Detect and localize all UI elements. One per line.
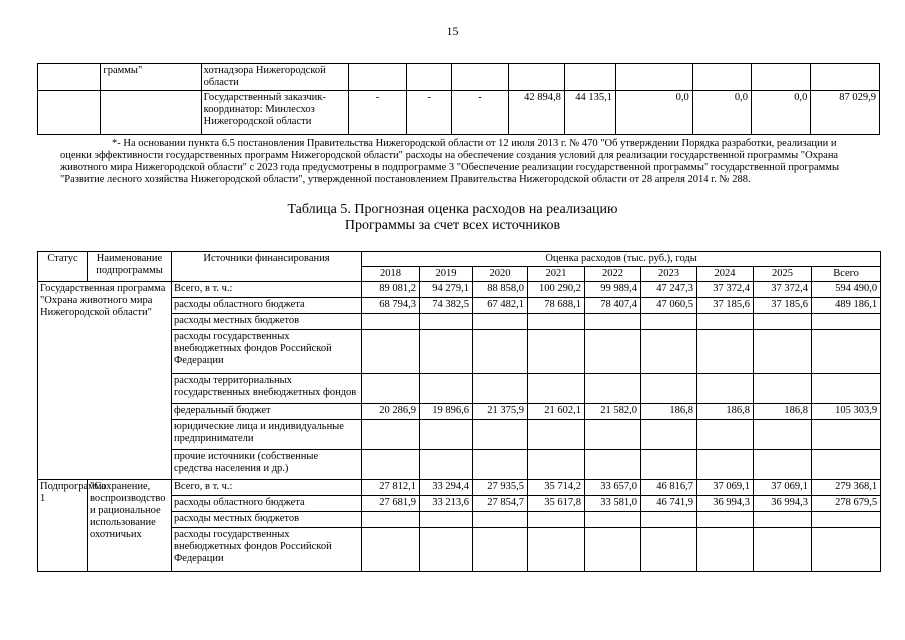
value-cell: [812, 528, 881, 572]
caption-line-2: Программы за счет всех источников: [344, 218, 561, 233]
value-cell: [697, 314, 754, 330]
value-cell: 186,8: [641, 404, 697, 420]
value-cell: 87 029,9: [811, 91, 880, 135]
value-cell: [407, 64, 452, 91]
value-cell: [420, 314, 473, 330]
value-cell: 74 382,5: [420, 298, 473, 314]
source-cell: Всего, в т. ч.:: [172, 480, 362, 496]
value-cell: [692, 64, 751, 91]
header-year: 2020: [473, 267, 528, 282]
value-cell: [585, 512, 641, 528]
source-cell: расходы территориальных государственных внебюджетных фондов: [172, 374, 362, 404]
value-cell: [641, 330, 697, 374]
table-row: [38, 91, 880, 135]
value-cell: 33 581,0: [585, 496, 641, 512]
value-cell: [754, 374, 812, 404]
value-cell: [508, 64, 564, 91]
value-cell: [528, 314, 585, 330]
value-cell: 35 617,8: [528, 496, 585, 512]
value-cell: 88 858,0: [473, 282, 528, 298]
value-cell: 37 372,4: [754, 282, 812, 298]
value-cell: [641, 528, 697, 572]
value-cell: 0,0: [752, 91, 811, 135]
status-cell: Государственная программа "Охрана животного мира Нижегородской области": [38, 282, 172, 480]
value-cell: [585, 528, 641, 572]
value-cell: 33 213,6: [420, 496, 473, 512]
value-cell: 279 368,1: [812, 480, 881, 496]
value-cell: 186,8: [697, 404, 754, 420]
value-cell: [473, 512, 528, 528]
value-cell: [420, 528, 473, 572]
value-cell: [420, 450, 473, 480]
value-cell: 27 935,5: [473, 480, 528, 496]
value-cell: [420, 512, 473, 528]
value-cell: 35 714,2: [528, 480, 585, 496]
source-cell: Государственный заказчик-координатор: Минлесхоз Нижегородской области: [201, 91, 348, 135]
page-number: 15: [446, 24, 459, 38]
value-cell: 44 135,1: [564, 91, 615, 135]
value-cell: 21 582,0: [585, 404, 641, 420]
source-cell: расходы местных бюджетов: [172, 314, 362, 330]
value-cell: 0,0: [615, 91, 692, 135]
value-cell: 42 894,8: [508, 91, 564, 135]
value-cell: 37 185,6: [697, 298, 754, 314]
table-row: [38, 64, 880, 91]
value-cell: [528, 512, 585, 528]
value-cell: 19 896,6: [420, 404, 473, 420]
table-row: [38, 480, 881, 496]
value-cell: [754, 450, 812, 480]
header-status: Статус: [38, 252, 88, 282]
source-cell: расходы местных бюджетов: [172, 512, 362, 528]
value-cell: -: [407, 91, 452, 135]
subprogram-cell: граммы": [101, 64, 201, 91]
header-year: 2022: [585, 267, 641, 282]
value-cell: 47 247,3: [641, 282, 697, 298]
source-cell: Всего, в т. ч.:: [172, 282, 362, 298]
value-cell: [697, 420, 754, 450]
value-cell: 27 854,7: [473, 496, 528, 512]
value-cell: 21 375,9: [473, 404, 528, 420]
value-cell: [641, 374, 697, 404]
value-cell: 186,8: [754, 404, 812, 420]
value-cell: [812, 330, 881, 374]
table-caption: [0, 202, 905, 234]
value-cell: 78 688,1: [528, 298, 585, 314]
continued-table: [37, 63, 880, 135]
value-cell: [473, 420, 528, 450]
value-cell: 89 081,2: [362, 282, 420, 298]
value-cell: [811, 64, 880, 91]
value-cell: 594 490,0: [812, 282, 881, 298]
value-cell: [528, 450, 585, 480]
caption-line-1: Таблица 5. Прогнозная оценка расходов на реализацию: [287, 202, 618, 217]
value-cell: 489 186,1: [812, 298, 881, 314]
value-cell: [362, 330, 420, 374]
value-cell: [641, 450, 697, 480]
header-year: 2018: [362, 267, 420, 282]
header-year: 2023: [641, 267, 697, 282]
value-cell: 37 372,4: [697, 282, 754, 298]
value-cell: [812, 314, 881, 330]
source-cell: расходы государственных внебюджетных фондов Российской Федерации: [172, 330, 362, 374]
value-cell: [754, 314, 812, 330]
value-cell: [585, 314, 641, 330]
header-subprogram: Наименование подпрограммы: [88, 252, 172, 282]
value-cell: 68 794,3: [362, 298, 420, 314]
value-cell: [362, 512, 420, 528]
value-cell: [754, 528, 812, 572]
value-cell: [528, 330, 585, 374]
value-cell: [473, 528, 528, 572]
value-cell: [812, 512, 881, 528]
value-cell: 100 290,2: [528, 282, 585, 298]
value-cell: -: [348, 91, 406, 135]
value-cell: 36 994,3: [754, 496, 812, 512]
header-year: 2024: [697, 267, 754, 282]
value-cell: [473, 314, 528, 330]
value-cell: 33 294,4: [420, 480, 473, 496]
value-cell: 94 279,1: [420, 282, 473, 298]
value-cell: [754, 420, 812, 450]
value-cell: [697, 528, 754, 572]
value-cell: [752, 64, 811, 91]
value-cell: 27 681,9: [362, 496, 420, 512]
header-year: 2021: [528, 267, 585, 282]
value-cell: 99 989,4: [585, 282, 641, 298]
value-cell: 47 060,5: [641, 298, 697, 314]
value-cell: 20 286,9: [362, 404, 420, 420]
value-cell: [641, 314, 697, 330]
source-cell: юридические лица и индивидуальные предприниматели: [172, 420, 362, 450]
value-cell: -: [452, 91, 508, 135]
value-cell: [812, 374, 881, 404]
value-cell: 278 679,5: [812, 496, 881, 512]
value-cell: [473, 330, 528, 374]
value-cell: 46 816,7: [641, 480, 697, 496]
value-cell: [697, 330, 754, 374]
value-cell: [754, 512, 812, 528]
header-year: 2019: [420, 267, 473, 282]
value-cell: 37 069,1: [697, 480, 754, 496]
value-cell: [362, 450, 420, 480]
value-cell: [697, 374, 754, 404]
value-cell: [473, 374, 528, 404]
source-cell: прочие источники (собственные средства населения и др.): [172, 450, 362, 480]
value-cell: 78 407,4: [585, 298, 641, 314]
value-cell: [697, 450, 754, 480]
value-cell: [452, 64, 508, 91]
status-cell: Подпрограмма 1: [38, 480, 88, 572]
header-estimate: Оценка расходов (тыс. руб.), годы: [362, 252, 881, 267]
continued-table-body: [38, 64, 880, 135]
value-cell: [641, 512, 697, 528]
header-year: 2025: [754, 267, 812, 282]
value-cell: [420, 420, 473, 450]
source-cell: хотнадзора Нижегородской области: [201, 64, 348, 91]
status-cell: [38, 64, 101, 91]
value-cell: [528, 374, 585, 404]
subprogram-cell: "Сохранение, воспроизводство и рациональное использование охотничьих: [88, 480, 172, 572]
header-row: [38, 252, 881, 267]
value-cell: [754, 330, 812, 374]
value-cell: 27 812,1: [362, 480, 420, 496]
value-cell: 46 741,9: [641, 496, 697, 512]
value-cell: [420, 330, 473, 374]
value-cell: [812, 420, 881, 450]
expense-table-body: [38, 252, 881, 572]
value-cell: [528, 528, 585, 572]
value-cell: [585, 374, 641, 404]
header-year: Всего: [812, 267, 881, 282]
value-cell: [585, 450, 641, 480]
value-cell: 21 602,1: [528, 404, 585, 420]
value-cell: 37 069,1: [754, 480, 812, 496]
value-cell: [362, 420, 420, 450]
value-cell: 105 303,9: [812, 404, 881, 420]
value-cell: 67 482,1: [473, 298, 528, 314]
value-cell: 36 994,3: [697, 496, 754, 512]
value-cell: [362, 314, 420, 330]
value-cell: [362, 528, 420, 572]
status-cell: [38, 91, 101, 135]
value-cell: [812, 450, 881, 480]
value-cell: [473, 450, 528, 480]
header-sources: Источники финансирования: [172, 252, 362, 282]
source-cell: расходы государственных внебюджетных фондов Российской Федерации: [172, 528, 362, 572]
source-cell: расходы областного бюджета: [172, 298, 362, 314]
subprogram-cell: [101, 91, 201, 135]
value-cell: [641, 420, 697, 450]
table-row: [38, 282, 881, 298]
footnote: *- На основании пункта 6.5 постановления Правительства Нижегородской области от 12 июля 2013 г. № 470 "Об утверждении Порядка разработки, реализации и оценки эффективности государственных программ Нижегородской области" расходы на обеспечение создания условий для реализации государственной программы "Охрана животного мира Нижегородской области" с 2023 года предусмотрены в подпрограмме 3 "Обеспечение реализации государственной программы" государственной программы "Развитие лесного хозяйства Нижегородской области", утвержденной постановлением Правительства Нижегородской области от 28 апреля 2014 г. № 288.: [60, 138, 839, 185]
value-cell: [528, 420, 585, 450]
value-cell: [585, 330, 641, 374]
value-cell: [564, 64, 615, 91]
expense-table: [37, 251, 881, 572]
value-cell: [420, 374, 473, 404]
value-cell: [362, 374, 420, 404]
value-cell: 33 657,0: [585, 480, 641, 496]
value-cell: [585, 420, 641, 450]
value-cell: [348, 64, 406, 91]
value-cell: 37 185,6: [754, 298, 812, 314]
source-cell: расходы областного бюджета: [172, 496, 362, 512]
value-cell: [697, 512, 754, 528]
value-cell: 0,0: [692, 91, 751, 135]
source-cell: федеральный бюджет: [172, 404, 362, 420]
value-cell: [615, 64, 692, 91]
